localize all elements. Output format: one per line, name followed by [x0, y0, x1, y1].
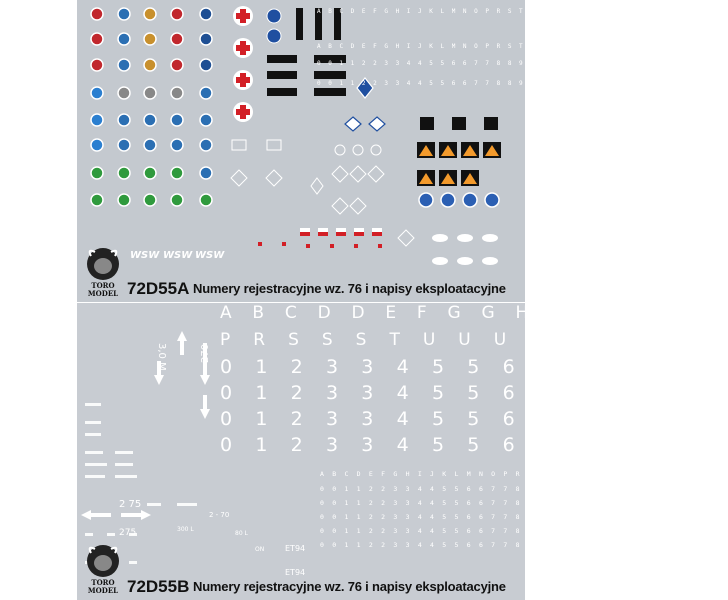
small-letters-row: A B C D E F G H I J K L M N O P R S T U V W X Y Z [320, 470, 620, 478]
registration-digits-row: 0 1 2 3 3 4 5 5 6 7 8 8 9 9 [220, 356, 700, 378]
black-bars [267, 8, 498, 130]
small-text-strips [85, 403, 197, 564]
vertical-label: 3,0 M [156, 343, 167, 371]
vertical-label: 270 [200, 343, 211, 363]
blue-badges [267, 9, 281, 43]
wsw-mark: WSW [163, 250, 193, 261]
marking-text: 275 [119, 528, 137, 538]
small-digits-row: 0 0 1 1 2 2 3 3 4 4 5 5 6 6 7 7 8 8 9 9 [320, 541, 559, 549]
animal-silhouettes [432, 234, 498, 265]
decal-sheet-b [77, 303, 728, 600]
product-code: 72D55B [127, 577, 190, 596]
registration-digits-row: 0 1 2 3 3 4 5 5 6 7 8 8 9 9 [220, 434, 700, 456]
bull-icon [83, 246, 123, 298]
svg-text:MODEL: MODEL [87, 289, 119, 298]
small-digits-row: 0 0 1 1 2 2 3 3 4 4 5 5 6 6 7 7 8 8 9 9 [320, 485, 559, 493]
svg-text:TORO: TORO [91, 578, 115, 587]
registration-digits-row: 0 1 2 3 3 4 5 5 6 7 8 8 9 9 [220, 382, 700, 404]
arrow-markings [81, 331, 210, 520]
svg-text:MODEL: MODEL [87, 586, 119, 595]
alphabet-row: A B C D E F G H I J K L M N O P R S T U W Y Z [317, 43, 570, 50]
small-digits-row: 0 0 1 1 2 2 3 3 4 4 5 5 6 6 7 7 8 8 9 9 [320, 527, 559, 535]
marking-text: 80 L [235, 530, 248, 537]
decal-sheet-a [77, 0, 570, 302]
product-title: Numery rejestracyjne wz. 76 i napisy eksploatacyjne [193, 281, 506, 296]
marking-text: 2 75 [119, 499, 142, 510]
alphabet-row: A B C D E F G H I J K L M N O P R S T U W Y Z [317, 8, 570, 15]
toro-model-logo [83, 246, 123, 298]
wsw-mark: WSW [130, 250, 160, 261]
toro-model-logo [83, 543, 123, 595]
red-cross-marks [233, 6, 253, 122]
bull-icon [83, 543, 123, 595]
svg-text:TORO: TORO [91, 281, 115, 290]
round-insignia-grid [91, 8, 212, 206]
marking-text: ET94 [285, 544, 306, 553]
registration-digits-row: 0 1 2 3 3 4 5 5 6 7 8 8 9 9 [220, 408, 700, 430]
small-digits-row: 0 0 1 1 2 2 3 3 4 4 5 5 6 6 7 7 8 8 9 9 [320, 499, 559, 507]
number-row: 0 0 1 1 2 2 3 3 4 4 5 5 6 6 7 7 8 8 9 9 [317, 60, 536, 67]
small-digits-row: 0 0 1 1 2 2 3 3 4 4 5 5 6 6 7 7 8 8 9 9 [320, 513, 559, 521]
marking-text: 2 - 70 [209, 511, 230, 519]
registration-letters-row: A B C D D E F G G H I J K L M N [220, 303, 719, 323]
product-code: 72D55A [127, 279, 190, 298]
marking-text: 300 L [177, 526, 194, 533]
marking-text: ET94 [285, 568, 306, 577]
wsw-mark: WSW [195, 250, 225, 261]
product-title: Numery rejestracyjne wz. 76 i napisy eksploatacyjne [193, 579, 506, 594]
number-row: 0 0 1 1 2 2 3 3 4 4 5 5 6 6 7 7 8 8 9 9 [317, 80, 536, 87]
warning-triangles [417, 142, 501, 186]
road-signs [419, 193, 499, 207]
flag-marks [258, 228, 382, 248]
marking-text: ON [255, 546, 265, 553]
registration-letters-row: P R S S S T U U U U V W X Y Z [220, 330, 728, 350]
